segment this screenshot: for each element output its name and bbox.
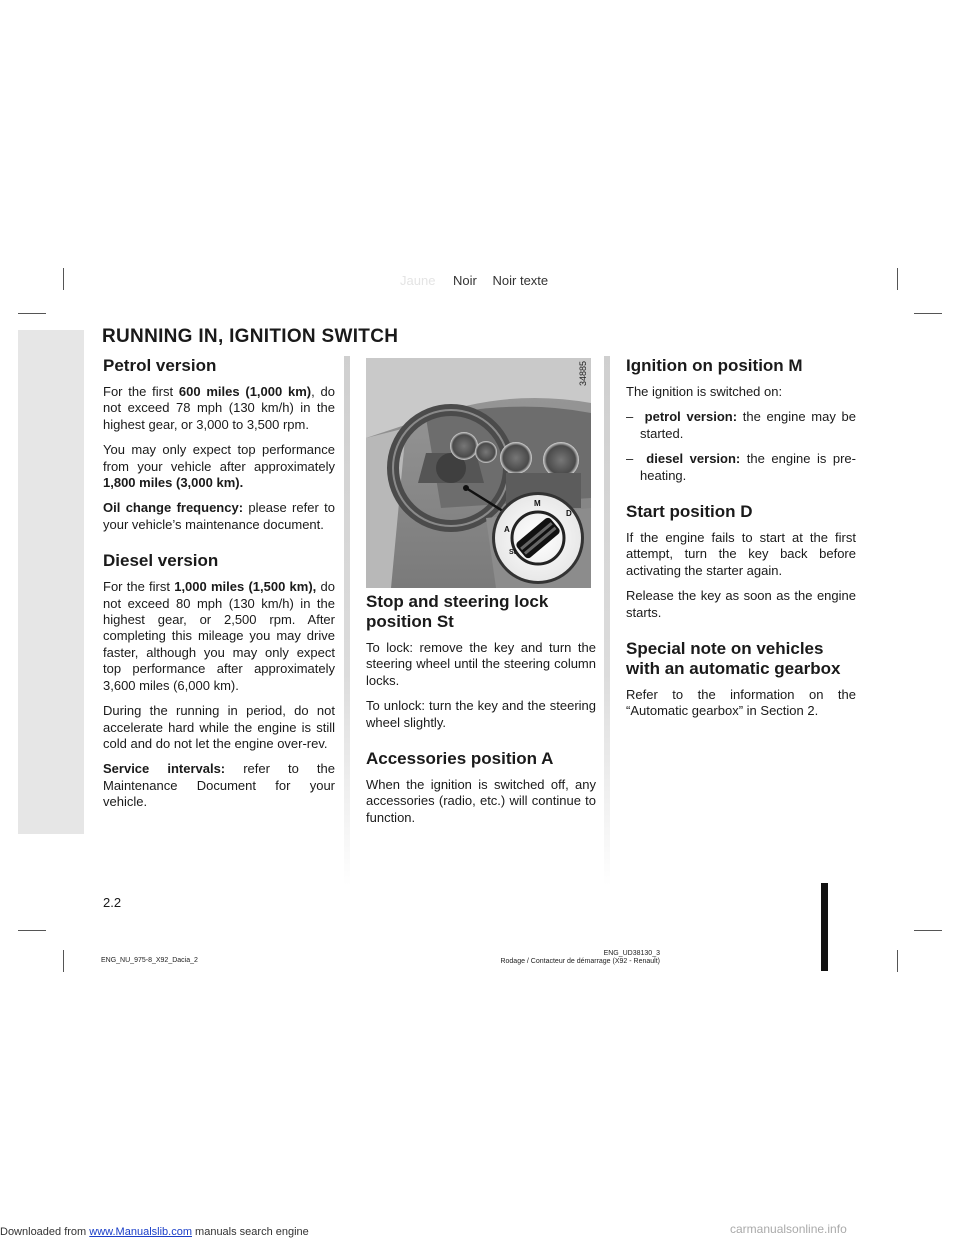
petrol-p2: You may only expect top performance from your vehicle after approximately 1,800 miles (3,000 km). bbox=[103, 442, 335, 491]
svg-text:D: D bbox=[566, 509, 572, 518]
ignition-li1: – petrol version: the engine may be started. bbox=[626, 409, 856, 441]
stop-heading: Stop and steering lock position St bbox=[366, 592, 549, 631]
ignition-li2: – diesel version: the engine is pre-heating. bbox=[626, 451, 856, 483]
watermark: carmanualsonline.info bbox=[730, 1222, 847, 1236]
download-bar: Downloaded from www.Manualslib.com manuals search engine bbox=[0, 1226, 309, 1238]
svg-text:M: M bbox=[534, 499, 541, 508]
crop-mark bbox=[18, 313, 46, 314]
start-p2: Release the key as soon as the engine starts. bbox=[626, 588, 856, 620]
footer-right-code: ENG_UD38130_3 bbox=[603, 950, 660, 957]
column-divider bbox=[344, 356, 350, 886]
column-middle bbox=[366, 592, 596, 835]
crop-mark bbox=[63, 268, 64, 290]
column-left bbox=[103, 356, 335, 820]
dashboard-illustration bbox=[366, 358, 591, 588]
dashboard-photo bbox=[366, 358, 591, 588]
ignition-heading: Ignition on position M bbox=[626, 356, 803, 375]
start-p1: If the engine fails to start at the first attempt, turn the key back before activating the starter again. bbox=[626, 530, 856, 578]
crop-mark bbox=[897, 268, 898, 290]
manualslib-link[interactable]: www.Manualslib.com bbox=[89, 1226, 192, 1238]
svg-text:St: St bbox=[509, 549, 516, 556]
footer-right-desc: Rodage / Contacteur de démarrage (X92 - Renault) bbox=[500, 958, 660, 965]
color-label-noir-texte: Noir texte bbox=[492, 273, 549, 288]
crop-mark bbox=[914, 930, 942, 931]
crop-mark bbox=[63, 950, 64, 972]
auto-heading: Special note on vehicles with an automatic gearbox bbox=[626, 639, 841, 679]
accessories-heading: Accessories position A bbox=[366, 749, 554, 769]
petrol-heading: Petrol version bbox=[103, 356, 217, 375]
section-tab bbox=[18, 330, 84, 834]
footer-left-code: ENG_NU_975-8_X92_Dacia_2 bbox=[101, 957, 198, 964]
accessories-p1: When the ignition is switched off, any accessories (radio, etc.) will continue to function. bbox=[366, 777, 596, 825]
photo-reference-code: 34885 bbox=[578, 360, 588, 386]
start-heading: Start position D bbox=[626, 502, 753, 522]
crop-mark bbox=[914, 313, 942, 314]
diesel-p1: For the first 1,000 miles (1,500 km), do not exceed 80 mph (130 km/h) in the highest gear, or 2,500 rpm. After completing this mileage you may drive faster, although you may only expect top performance after approximately 3,600 miles (6,000 km). bbox=[103, 579, 335, 693]
section-marker-bar bbox=[821, 883, 828, 971]
ignition-p1: The ignition is switched on: bbox=[626, 384, 783, 399]
petrol-p3: Oil change frequency: please refer to your vehicle’s maintenance document. bbox=[103, 500, 335, 532]
column-right bbox=[626, 356, 856, 729]
color-label-jaune: Jaune bbox=[400, 273, 436, 288]
crop-mark bbox=[18, 930, 46, 931]
svg-text:A: A bbox=[504, 525, 510, 534]
diesel-p2: During the running in period, do not accelerate hard while the engine is still cold and do not let the engine over-rev. bbox=[103, 703, 335, 751]
color-label-noir: Noir bbox=[453, 273, 477, 288]
crop-mark bbox=[897, 950, 898, 972]
diesel-p3: Service intervals: refer to the Maintenance Document for your vehicle. bbox=[103, 761, 335, 810]
petrol-p1: For the first 600 miles (1,000 km), do not exceed 78 mph (130 km/h) in the highest gear, or 3,000 to 3,500 rpm. bbox=[103, 384, 335, 432]
stop-p2: To unlock: turn the key and the steering wheel slightly. bbox=[366, 698, 596, 730]
page-title: RUNNING IN, IGNITION SWITCH bbox=[102, 326, 399, 347]
stop-p1: To lock: remove the key and turn the steering wheel until the steering column locks. bbox=[366, 640, 596, 688]
column-divider bbox=[604, 356, 610, 886]
auto-p1: Refer to the information on the “Automatic gearbox” in Section 2. bbox=[626, 687, 856, 719]
diesel-heading: Diesel version bbox=[103, 551, 219, 571]
color-proof-labels bbox=[400, 273, 548, 288]
page-number: 2.2 bbox=[103, 895, 122, 910]
footer-right-block bbox=[460, 950, 660, 966]
